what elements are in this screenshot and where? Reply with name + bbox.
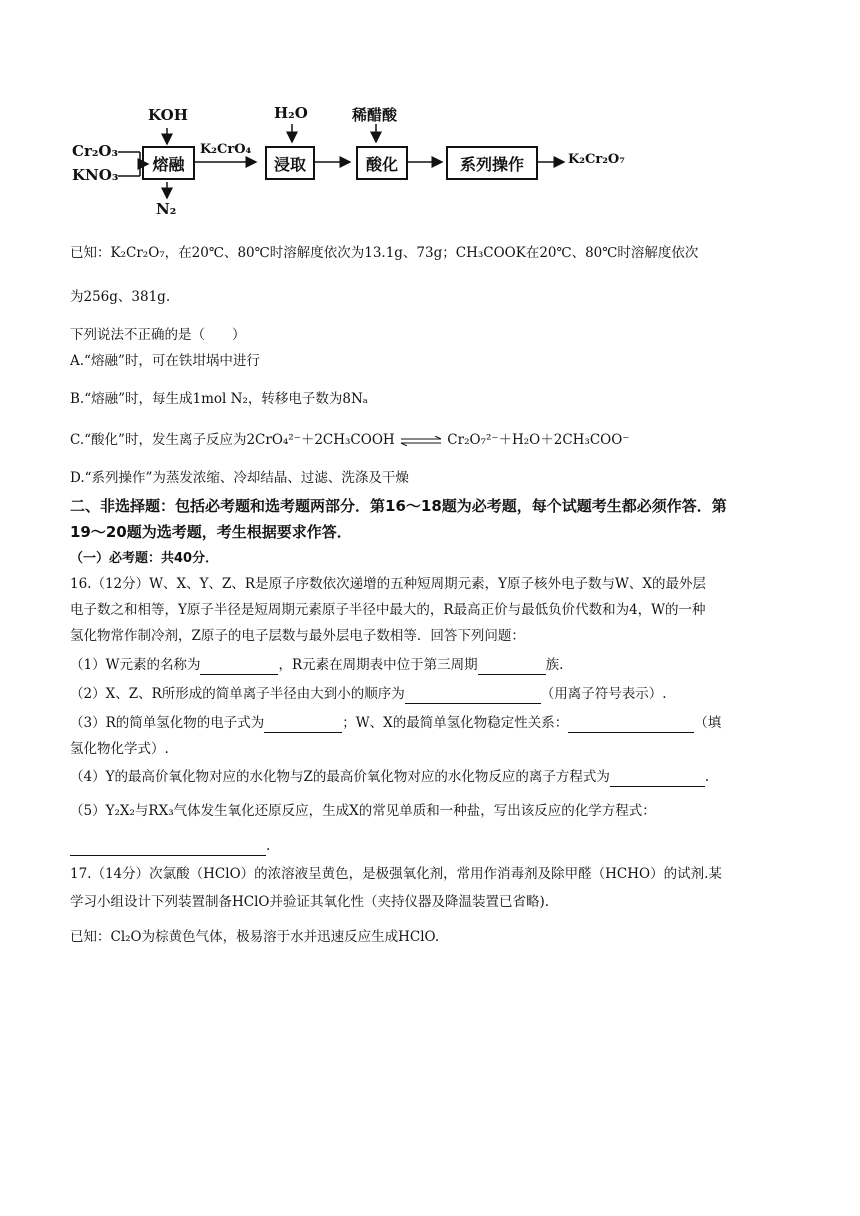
output-k2cr2o7: K₂Cr₂O₇ [568, 152, 625, 167]
q16-part-5: （5）Y₂X₂与RX₃气体发生氧化还原反应，生成X的常见单质和一种盐，写出该反应的化学方程式： [70, 803, 656, 819]
q16-part-1-text-c: 族. [545, 657, 564, 673]
section2-subheading: （一）必考题：共40分． [70, 551, 219, 566]
q17-line-2: 学习小组设计下列装置制备HClO并验证其氧化性（夹持仪器及降温装置已省略). [70, 894, 550, 910]
answer-blank[interactable] [70, 841, 266, 856]
label-n2: N₂ [156, 200, 177, 218]
box-acidify: 酸化 [356, 146, 408, 180]
answer-blank[interactable] [264, 718, 342, 733]
label-acid: 稀醋酸 [352, 106, 398, 124]
answer-blank[interactable] [200, 660, 278, 675]
q15-option-c-left: C.“酸化”时，发生离子反应为2CrO₄²⁻＋2CH₃COOH [70, 432, 395, 448]
q16-line-1: 16.（12分）W、X、Y、Z、R是原子序数依次递增的五种短周期元素，Y原子核外电子数与W、X的最外层 [70, 576, 706, 592]
q16-part-3 [70, 713, 721, 733]
q16-part-3-text-a: （3）R的简单氢化物的电子式为 [70, 715, 265, 731]
q16-part-1-text-b: ，R元素在周期表中位于第三周期 [278, 657, 478, 673]
q16-part-1 [70, 655, 563, 675]
answer-blank[interactable] [478, 660, 546, 675]
label-h2o: H₂O [274, 104, 308, 122]
q16-part-1-text-a: （1）W元素的名称为 [70, 657, 201, 673]
label-koh: KOH [148, 106, 188, 124]
answer-blank[interactable] [610, 772, 705, 787]
q16-part-5-answer: . [70, 836, 270, 856]
q15-option-d: D.“系列操作”为蒸发浓缩、冷却结晶、过滤、洗涤及干燥 [70, 470, 409, 486]
equilibrium-arrow-icon [399, 436, 443, 446]
label-k2cro4: K₂CrO₄ [200, 142, 252, 157]
known-line-2: 为256g、381g. [70, 289, 171, 305]
known-line-1: 已知：K₂Cr₂O₇，在20℃、80℃时溶解度依次为13.1g、73g；CH₃COOK在20℃、80℃时溶解度依次 [70, 245, 699, 261]
q17-known: 已知：Cl₂O为棕黄色气体，极易溶于水并迅速反应生成HClO. [70, 929, 440, 945]
q16-line-2: 电子数之和相等，Y原子半径是短周期元素原子半径中最大的，R最高正价与最低负价代数和为4，W的一种 [70, 602, 706, 618]
q16-part-2-text-a: （2）X、Z、R所形成的简单离子半径由大到小的顺序为 [70, 686, 405, 702]
input-kno3: KNO₃ [72, 166, 119, 184]
q16-part-3-text-c: （填 [694, 715, 722, 731]
q16-part-3-cont: 氢化物化学式）. [70, 741, 169, 757]
box-series-ops: 系列操作 [446, 146, 538, 180]
q15-option-c [70, 430, 629, 450]
section2-heading-line1: 二、非选择题：包括必考题和选考题两部分．第16～18题为必考题，每个试题考生都必须作答．第 [70, 497, 727, 515]
process-flow-diagram [60, 100, 660, 225]
answer-blank[interactable] [405, 689, 541, 704]
q16-part-2 [70, 684, 667, 704]
q15-stem: 下列说法不正确的是（ ） [70, 327, 246, 343]
q16-line-3: 氢化物常作制冷剂，Z原子的电子层数与最外层电子数相等．回答下列问题： [70, 628, 525, 644]
section2-heading-line2: 19～20题为选考题，考生根据要求作答． [70, 523, 352, 541]
q15-option-c-right: Cr₂O₇²⁻＋H₂O＋2CH₃COO⁻ [447, 432, 630, 448]
input-cr2o3: Cr₂O₃ [72, 142, 119, 160]
box-leaching: 浸取 [265, 146, 315, 180]
q16-part-2-text-b: （用离子符号表示）. [540, 686, 667, 702]
q16-part-4: （4）Y的最高价氧化物对应的水化物与Z的最高价氧化物对应的水化物反应的离子方程式为 . [70, 769, 710, 785]
q15-option-b: B.“熔融”时，每生成1mol N₂，转移电子数为8Nₐ [70, 391, 368, 407]
q16-part-4-text: （4）Y的最高价氧化物对应的水化物与Z的最高价氧化物对应的水化物反应的离子方程式为 [70, 769, 610, 785]
q17-line-1: 17.（14分）次氯酸（HClO）的浓溶液呈黄色，是极强氧化剂，常用作消毒剂及除甲醛（HCHO）的试剂.某 [70, 866, 722, 882]
q16-part-3-text-b: ；W、X的最简单氢化物稳定性关系： [342, 715, 569, 731]
answer-blank[interactable] [568, 718, 694, 733]
q15-option-a: A.“熔融”时，可在铁坩埚中进行 [70, 353, 260, 369]
box-melting: 熔融 [142, 146, 195, 180]
